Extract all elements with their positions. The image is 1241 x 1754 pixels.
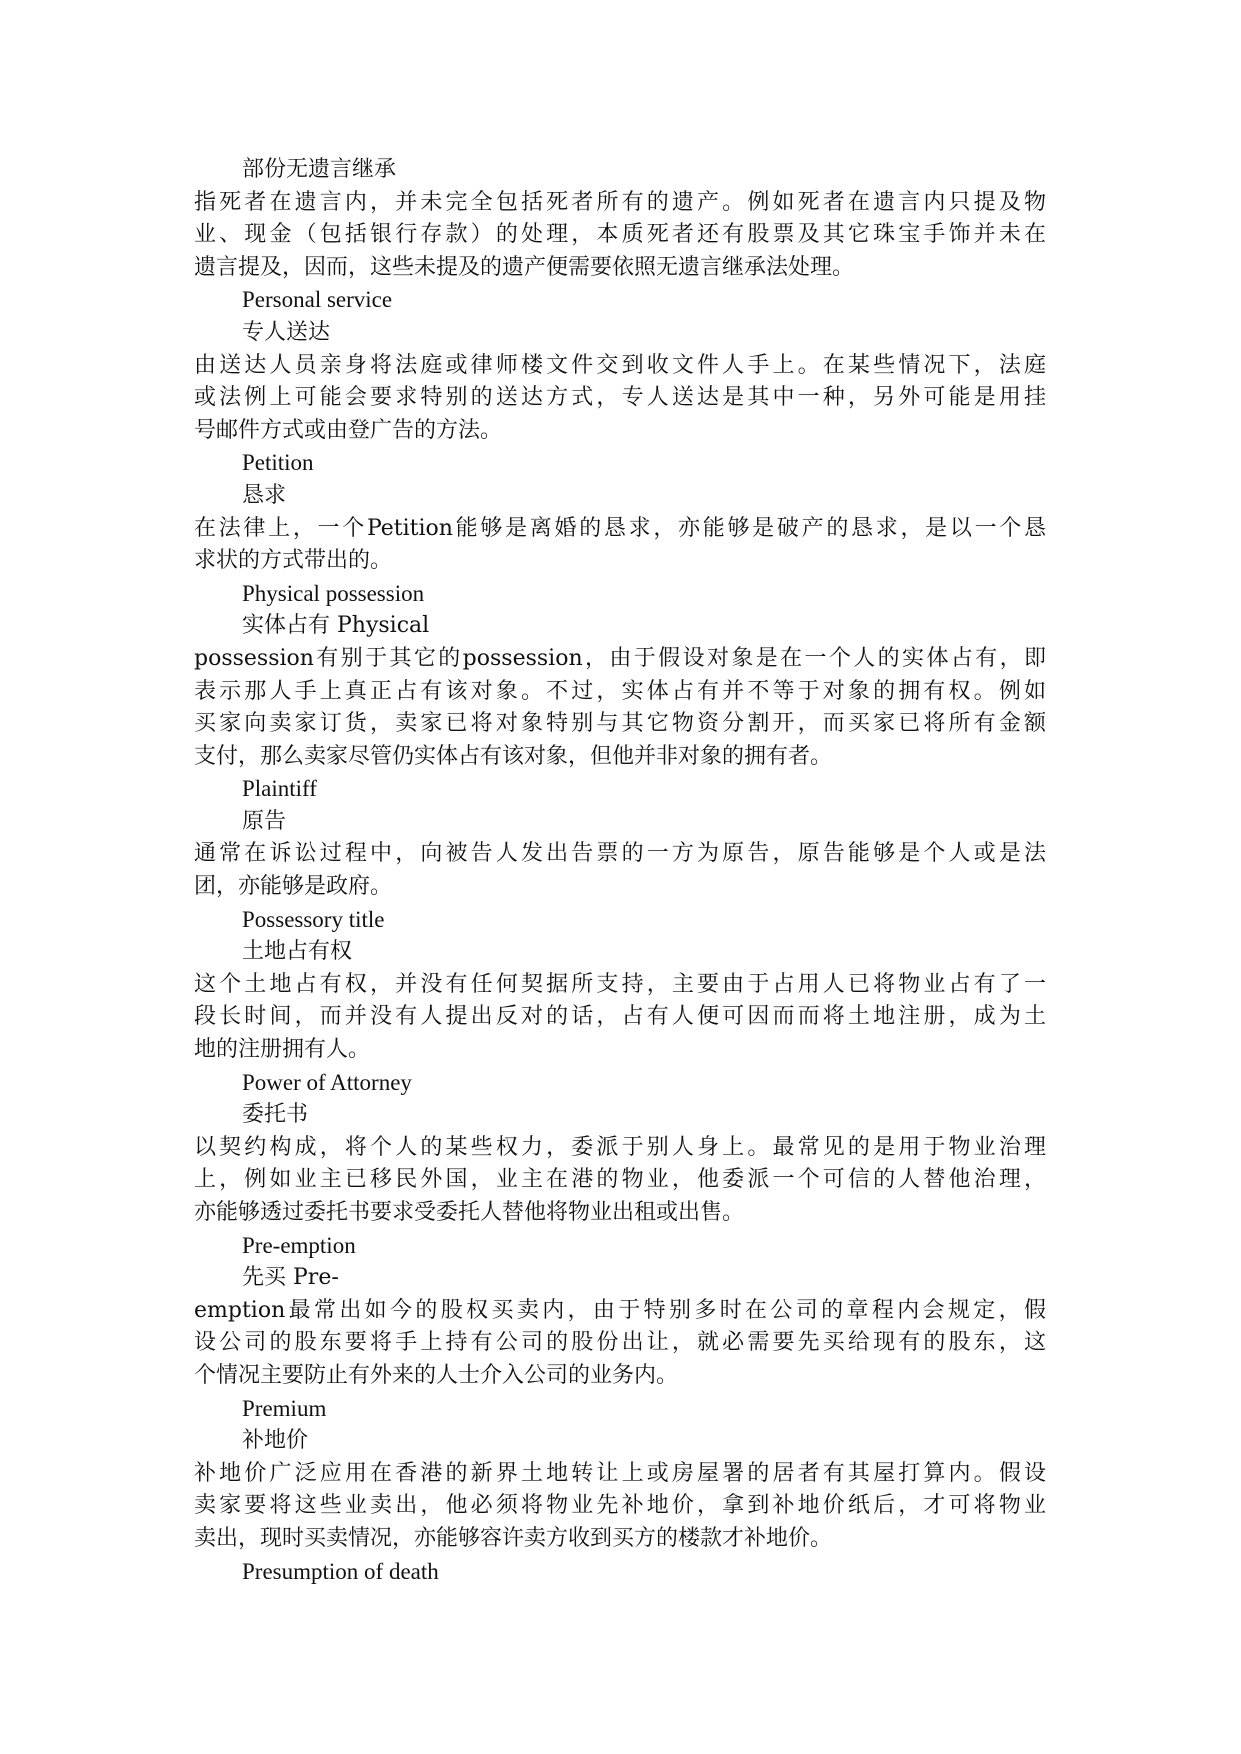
term-heading: Personal service <box>242 287 393 313</box>
paragraph-line: 遗言提及，因而，这些未提及的遗产便需要依照无遗言继承法处理。 <box>194 254 855 280</box>
paragraph-line: 地的注册拥有人。 <box>194 1037 371 1063</box>
definition-paragraph <box>194 838 1054 903</box>
term-heading: Power of Attorney <box>242 1069 412 1095</box>
paragraph-line: 号邮件方式或由登广告的方法。 <box>194 417 503 443</box>
paragraph-line: 求状的方式带出的。 <box>194 548 393 574</box>
definition-paragraph <box>194 1295 1054 1393</box>
definition-paragraph <box>194 350 1054 448</box>
chinese-term-heading: 恳求 <box>242 482 287 508</box>
paragraph-line: 设公司的股东要将手上持有公司的股份出让，就必需要先买给现有的股东，这 <box>194 1330 1046 1356</box>
paragraph-line: 业、现金（包括银行存款）的处理，本质死者还有股票及其它珠宝手饰并未在 <box>194 222 1046 248</box>
paragraph-line: 卖出，现时买卖情况，亦能够容许卖方收到买方的楼款才补地价。 <box>194 1525 833 1551</box>
term-heading: Physical possession <box>242 580 425 606</box>
paragraph-line: 团，亦能够是政府。 <box>194 874 393 900</box>
term-heading: Premium <box>242 1395 327 1421</box>
paragraph-line: possession有别于其它的possession，由于假设对象是在一个人的实体占有，即 <box>194 645 1046 671</box>
paragraph-line: 表示那人手上真正占有该对象。不过，实体占有并不等于对象的拥有权。例如 <box>194 678 1046 704</box>
definition-paragraph <box>194 969 1054 1067</box>
definition-paragraph <box>194 1458 1054 1556</box>
chinese-term-heading: 专人送达 <box>242 319 331 345</box>
term-heading: Plaintiff <box>242 776 317 802</box>
chinese-term-heading: 土地占有权 <box>242 939 353 965</box>
chinese-term-heading: 先买 Pre- <box>242 1265 339 1291</box>
paragraph-line: 个情况主要防止有外来的人士介入公司的业务内。 <box>194 1362 679 1388</box>
document-page <box>194 154 1054 1588</box>
definition-paragraph <box>194 187 1054 285</box>
definition-paragraph <box>194 1132 1054 1230</box>
definition-paragraph <box>194 513 1054 578</box>
paragraph-line: 段长时间，而并没有人提出反对的话，占有人便可因而而将土地注册，成为土 <box>194 1004 1046 1030</box>
paragraph-line: 通常在诉讼过程中，向被告人发出告票的一方为原告，原告能够是个人或是法 <box>194 841 1046 867</box>
paragraph-line: 以契约构成，将个人的某些权力，委派于别人身上。最常见的是用于物业治理 <box>194 1134 1046 1160</box>
paragraph-line: 这个土地占有权，并没有任何契据所支持，主要由于占用人已将物业占有了一 <box>194 971 1046 997</box>
paragraph-line: 支付，那么卖家尽管仍实体占有该对象，但他并非对象的拥有者。 <box>194 743 833 769</box>
chinese-term-heading: 补地价 <box>242 1428 309 1454</box>
paragraph-line: 或法例上可能会要求特别的送达方式，专人送达是其中一种，另外可能是用挂 <box>194 385 1046 411</box>
paragraph-line: emption最常出如今的股权买卖内，由于特别多时在公司的章程内会规定，假 <box>194 1297 1046 1323</box>
paragraph-line: 买家向卖家订货，卖家已将对象特别与其它物资分割开，而买家已将所有金额 <box>194 711 1046 737</box>
term-heading: Presumption of death <box>242 1558 439 1584</box>
chinese-term-heading: 委托书 <box>242 1102 309 1128</box>
paragraph-line: 由送达人员亲身将法庭或律师楼文件交到收文件人手上。在某些情况下，法庭 <box>194 352 1046 378</box>
paragraph-line: 补地价广泛应用在香港的新界土地转让上或房屋署的居者有其屋打算内。假设 <box>194 1460 1046 1486</box>
term-heading: Petition <box>242 450 314 476</box>
chinese-term-heading: 部份无遗言继承 <box>242 157 397 182</box>
term-heading: Pre-emption <box>242 1232 356 1258</box>
paragraph-line: 在法律上，一个Petition能够是离婚的恳求，亦能够是破产的恳求，是以一个恳 <box>194 515 1046 541</box>
chinese-term-heading: 实体占有 Physical <box>242 613 430 639</box>
term-heading: Possessory title <box>242 906 385 932</box>
paragraph-line: 亦能够透过委托书要求受委托人替他将物业出租或出售。 <box>194 1200 745 1225</box>
paragraph-line: 上，例如业主已移民外国，业主在港的物业，他委派一个可信的人替他治理， <box>194 1167 1046 1193</box>
chinese-term-heading: 原告 <box>242 808 287 834</box>
definition-paragraph <box>194 643 1054 773</box>
paragraph-line: 指死者在遗言内，并未完全包括死者所有的遗产。例如死者在遗言内只提及物 <box>194 189 1046 215</box>
paragraph-line: 卖家要将这些业卖出，他必须将物业先补地价，拿到补地价纸后，才可将物业 <box>194 1493 1046 1519</box>
